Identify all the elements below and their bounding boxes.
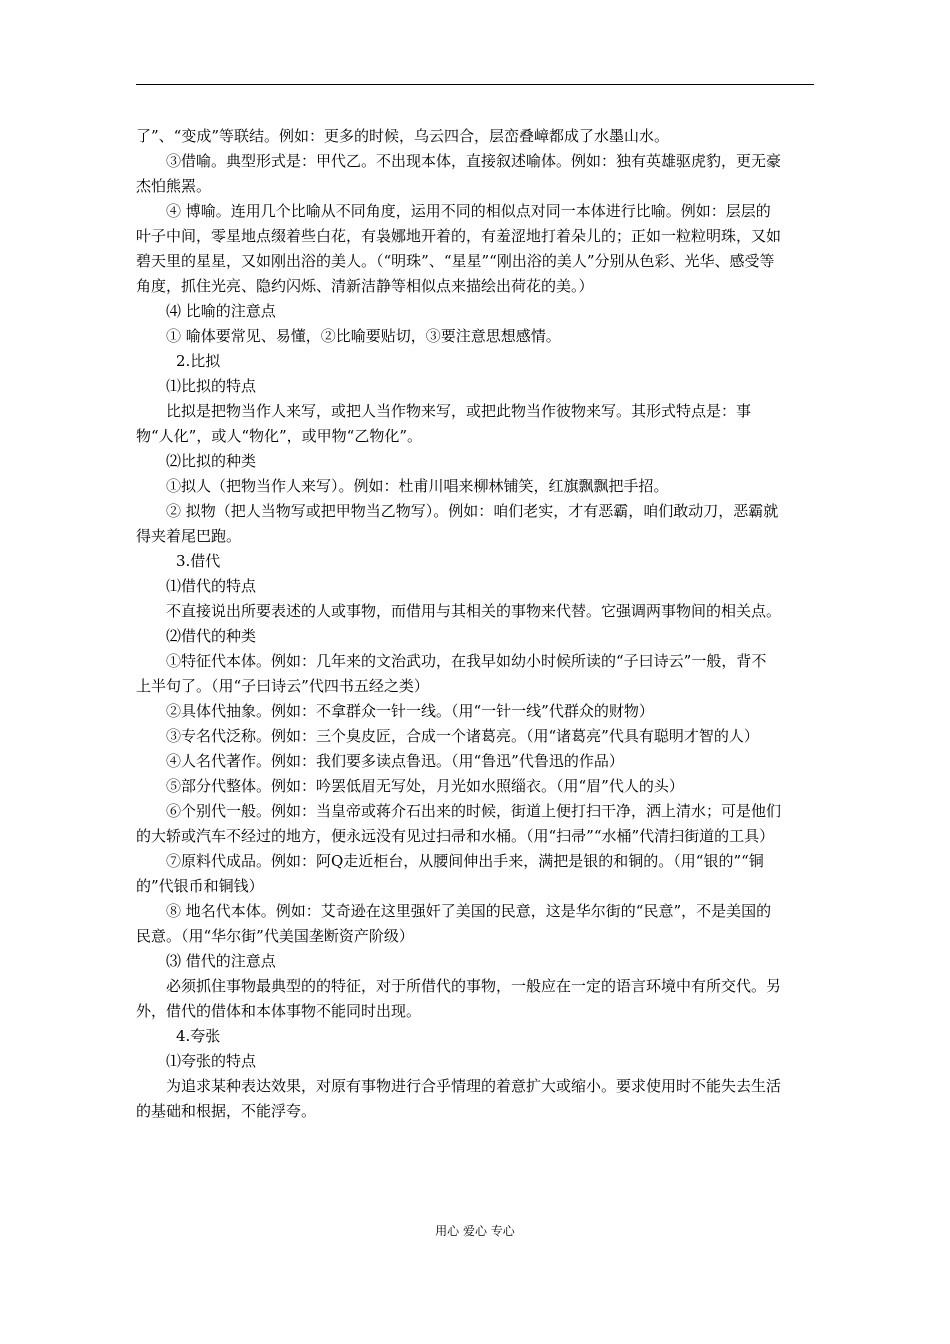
paragraph: 不直接说出所要表述的人或事物，而借用与其相关的事物来代替。它强调两事物间的相关点。 [166,602,782,620]
section-heading: ⑴比拟的特点 [166,377,257,395]
paragraph: ① 喻体要常见、易懂，②比喻要贴切，③要注意思想感情。 [166,327,561,345]
paragraph: ②具体代抽象。例如：不拿群众一针一线。（用“一针一线”代群众的财物） [166,702,654,720]
section-heading: ⑴借代的特点 [166,577,257,595]
paragraph: ④人名代著作。例如：我们要多读点鲁迅。（用“鲁迅”代鲁迅的作品） [166,752,624,770]
paragraph: 了”、“变成”等联结。例如：更多的时候，乌云四合，层峦叠嶂都成了水墨山水。 [136,127,670,145]
paragraph: ③专名代泛称。例如：三个臭皮匠，合成一个诸葛亮。（用“诸葛亮”代具有聪明才智的人） [166,727,759,745]
section-heading: 4.夸张 [176,1027,221,1045]
paragraph: ④ 博喻。连用几个比喻从不同角度，运用不同的相似点对同一本体进行比喻。例如：层层的叶子中间，零星地点缀着些白花，有袅娜地开着的，有羞涩地打着朵儿的；正如一粒粒明珠，又如碧天里的星星，又如刚出浴的美人。（“明珠”、“星星”“刚出浴的美人”分别从色彩、光华、感受等角度，抓住光亮、隐约闪烁、清新洁静等相似点来描绘出荷花的美。） [136,202,782,295]
paragraph: 为追求某种表达效果，对原有事物进行合乎情理的着意扩大或缩小。要求使用时不能失去生活的基础和根据，不能浮夸。 [136,1077,782,1120]
paragraph: ② 拟物（把人当物写或把甲物当乙物写）。例如：咱们老实，才有恶霸，咱们敢动刀，恶霸就得夹着尾巴跑。 [136,502,779,545]
body-text [136,124,781,1124]
section-heading: 3.借代 [176,552,221,570]
paragraph: ⑦原料代成品。例如：阿Q走近柜台，从腰间伸出手来，满把是银的和铜的。（用“银的”“铜的”代银币和铜钱） [136,852,764,895]
section-heading: 2.比拟 [176,352,221,370]
paragraph: 比拟是把物当作人来写，或把人当作物来写，或把此物当作彼物来写。其形式特点是：事物“人化”，或人“物化”，或甲物“乙物化”。 [136,402,752,445]
paragraph: 必须抓住事物最典型的的特征，对于所借代的事物，一般应在一定的语言环境中有所交代。另外，借代的借体和本体事物不能同时出现。 [136,977,782,1020]
section-heading: ⑷ 比喻的注意点 [166,302,276,320]
paragraph: ①特征代本体。例如：几年来的文治武功，在我早如幼小时候所读的“子曰诗云”一般，背不上半句了。（用“子曰诗云”代四书五经之类） [136,652,767,695]
section-heading: ⑶ 借代的注意点 [166,952,276,970]
section-heading: ⑴夸张的特点 [166,1052,257,1070]
paragraph: ⑧ 地名代本体。例如：艾奇逊在这里强奸了美国的民意，这是华尔街的“民意”，不是美国的民意。（用“华尔街”代美国垄断资产阶级） [136,902,772,945]
page-footer: 用心 爱心 专心 [435,1224,515,1238]
paragraph: ①拟人（把物当作人来写）。例如：杜甫川唱来柳林铺笑，红旗飘飘把手招。 [166,477,669,495]
header-rule [136,84,814,85]
paragraph: ③借喻。典型形式是：甲代乙。不出现本体，直接叙述喻体。例如：独有英雄驱虎豹，更无豪杰怕熊罴。 [136,152,782,195]
paragraph: ⑤部分代整体。例如：吟罢低眉无写处，月光如水照缁衣。（用“眉”代人的头） [166,777,684,795]
paragraph: ⑥个别代一般。例如：当皇帝或蒋介石出来的时候，街道上便打扫干净，洒上清水；可是他们的大轿或汽车不经过的地方，便永远没有见过扫帚和水桶。（用“扫帚”“水桶”代清扫街道的工具） [136,802,782,845]
section-heading: ⑵借代的种类 [166,627,257,645]
section-heading: ⑵比拟的种类 [166,452,257,470]
